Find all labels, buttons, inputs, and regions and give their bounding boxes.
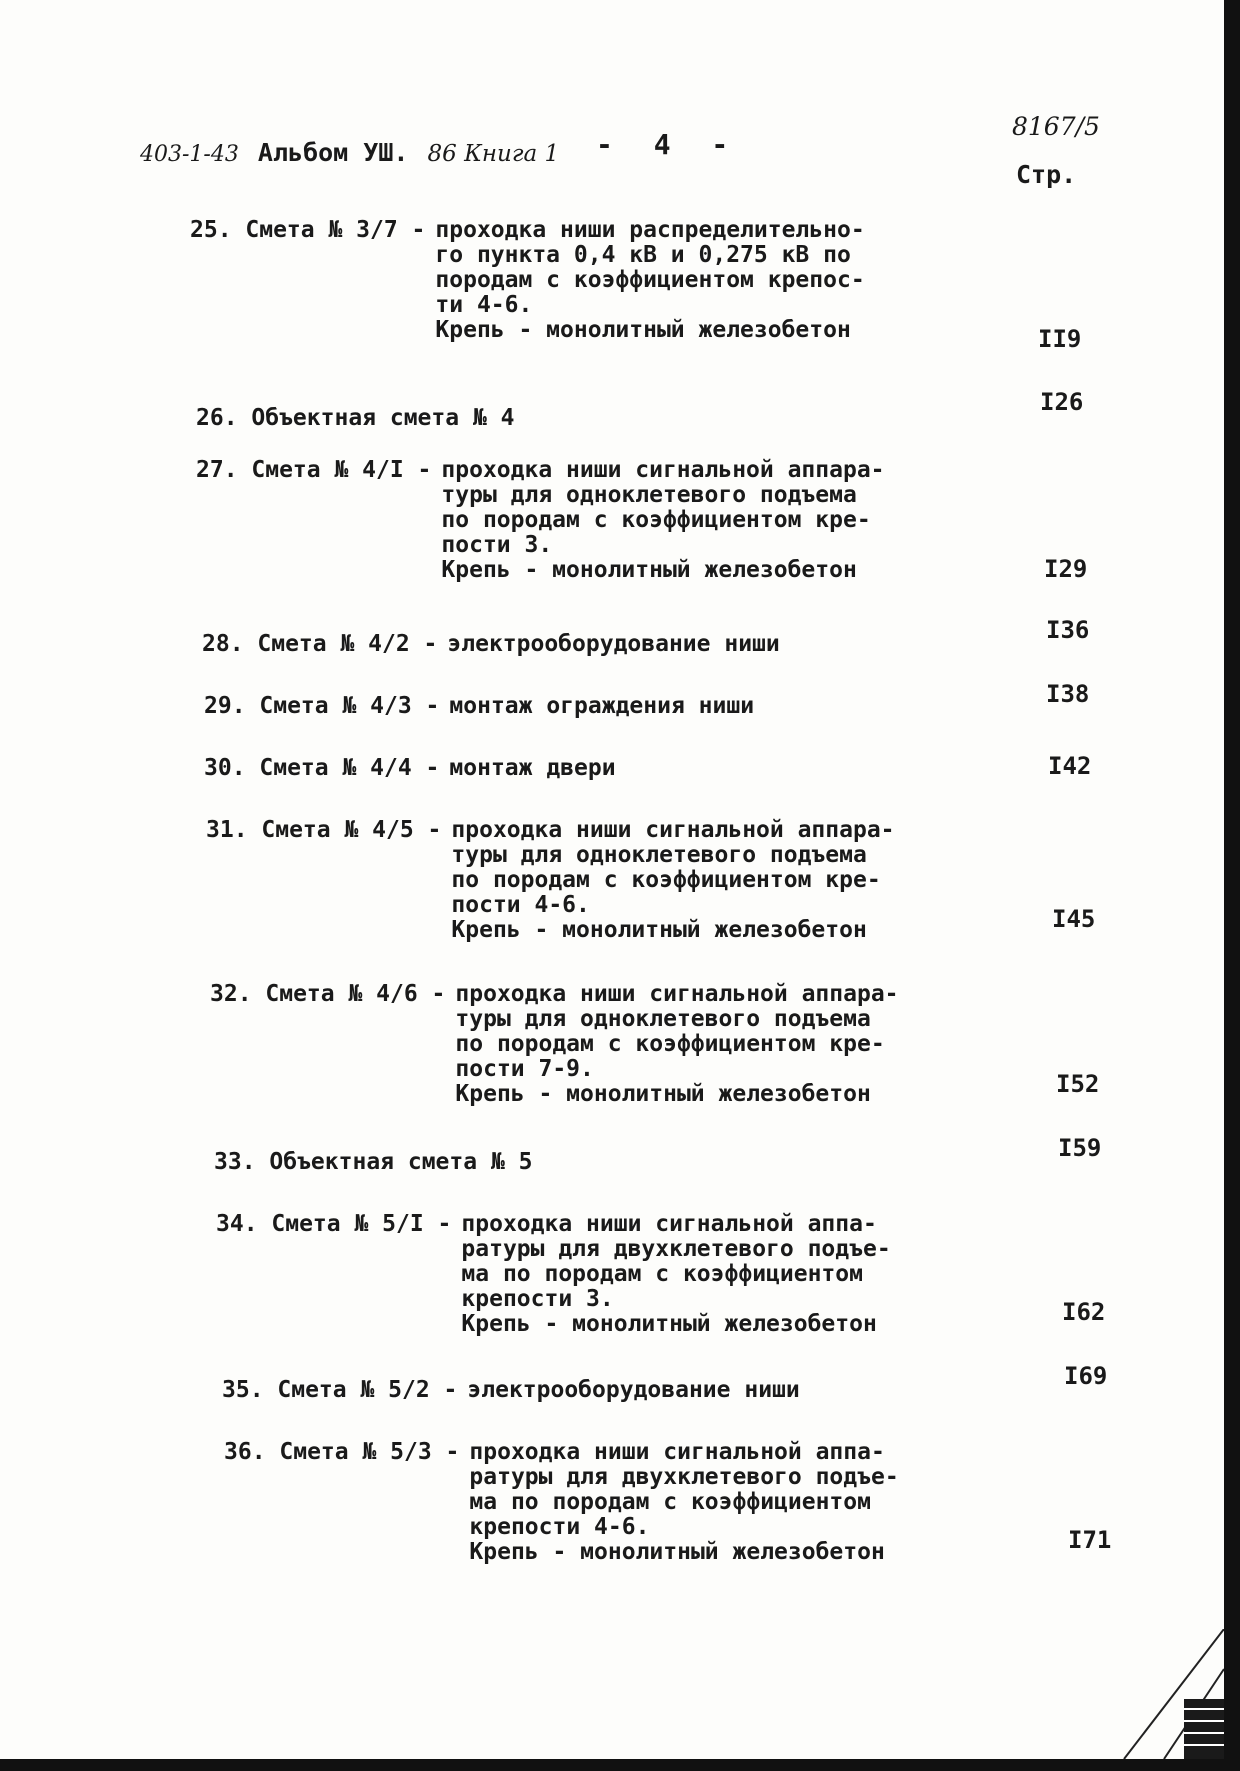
entry-page-number: I38 [1046,680,1090,708]
toc-entry [204,694,754,719]
scan-edge-bottom [0,1759,1240,1771]
entry-label: 28. Смета № 4/2 - [202,631,438,657]
entry-page-number: I29 [1044,555,1088,583]
album-title: Альбом УШ. [257,138,409,167]
toc-entry [196,406,515,431]
toc-entry [190,218,865,343]
entry-page-number: I71 [1068,1526,1112,1554]
entry-description: монтаж ограждения ниши [449,693,755,719]
entry-label: 26. Объектная смета № 4 [196,405,515,431]
entry-label: 33. Объектная смета № 5 [214,1149,533,1175]
entry-description: проходка ниши сигнальной аппа- ратуры для двухклетевого подъе- ма по породам с коэффициентом крепости 4-6. Крепь - монолитный железобетон [469,1439,899,1565]
toc-entry [204,756,616,781]
page-header [140,138,559,167]
entry-label: 36. Смета № 5/3 - [224,1439,460,1465]
toc-entry [202,632,780,657]
entry-description: электрооборудование ниши [467,1377,800,1403]
entry-label: 32. Смета № 4/6 - [210,981,446,1007]
entry-page-number: I59 [1058,1134,1102,1162]
book-label: 86 Книга 1 [427,141,560,167]
stamp-number: 8167/5 [1012,112,1100,141]
entry-label: 29. Смета № 4/3 - [204,693,440,719]
entry-page-number: II9 [1038,325,1082,353]
entry-label: 27. Смета № 4/I - [196,457,432,483]
entry-page-number: I42 [1048,752,1092,780]
page-column-heading: Стр. [1016,160,1077,189]
entry-page-number: I69 [1064,1362,1108,1390]
entry-page-number: I36 [1046,616,1090,644]
toc-entry [206,818,895,943]
scan-edge-right [1224,0,1240,1771]
toc-entry [216,1212,891,1337]
entry-label: 31. Смета № 4/5 - [206,817,442,843]
toc-entry [222,1378,800,1403]
entry-description: проходка ниши сигнальной аппара- туры для одноклетевого подъема по породам с коэффициентом кре- пости 4-6. Крепь - монолитный железобетон [451,817,895,943]
scan-corner-mark [1104,1629,1224,1759]
entry-description: проходка ниши сигнальной аппа- ратуры для двухклетевого подъе- ма по породам с коэффициентом крепости 3. Крепь - монолитный железобетон [461,1211,891,1337]
entry-description: проходка ниши распределительно- го пункта 0,4 кВ и 0,275 кВ по породам с коэффициентом крепос- ти 4-6. Крепь - монолитный железобетон [435,217,865,343]
entry-page-number: I62 [1062,1298,1106,1326]
entry-page-number: I45 [1052,905,1096,933]
toc-entry [210,982,899,1107]
toc-entry [196,458,885,583]
entry-label: 34. Смета № 5/I - [216,1211,452,1237]
entry-description: электрооборудование ниши [447,631,780,657]
entry-description: монтаж двери [449,755,616,781]
toc-entry [224,1440,899,1565]
entry-label: 30. Смета № 4/4 - [204,755,440,781]
doc-code: 403-1-43 [140,142,239,167]
entry-page-number: I26 [1040,388,1084,416]
entry-description: проходка ниши сигнальной аппара- туры для одноклетевого подъема по породам с коэффициентом кре- пости 3. Крепь - монолитный железобетон [441,457,885,583]
entry-label: 25. Смета № 3/7 - [190,217,426,243]
toc-entry [214,1150,533,1175]
entry-description: проходка ниши сигнальной аппара- туры для одноклетевого подъема по породам с коэффициентом кре- пости 7-9. Крепь - монолитный железобетон [455,981,899,1107]
entry-page-number: I52 [1056,1070,1100,1098]
page-number: - 4 - [596,128,741,161]
entry-label: 35. Смета № 5/2 - [222,1377,458,1403]
